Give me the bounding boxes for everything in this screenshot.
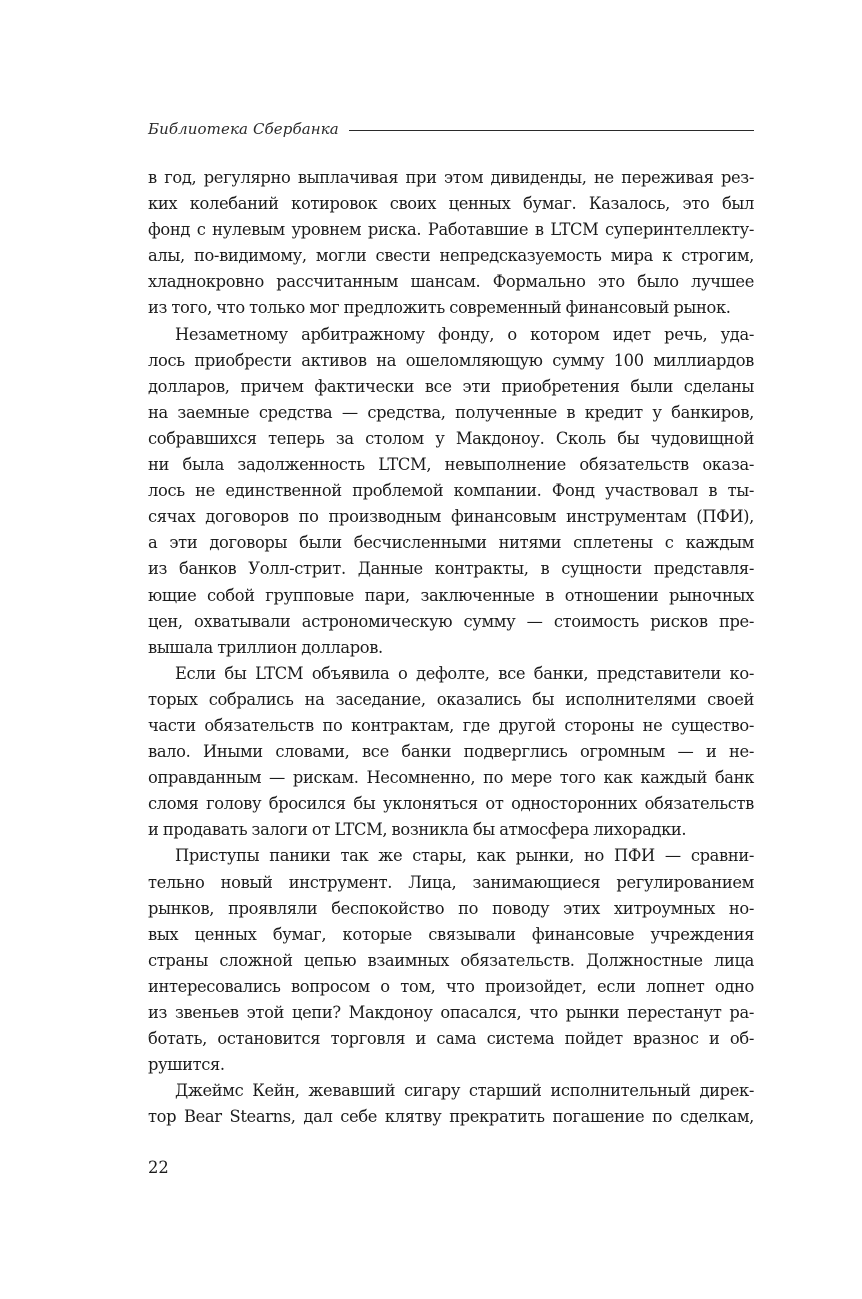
text-line: торых собрались на заседание, оказались бы исполнителями своей	[148, 689, 754, 709]
text-line: оправданным — рискам. Несомненно, по мере того как каждый банк	[148, 768, 754, 788]
text-line: долларов, причем фактически все эти приобретения были сделаны	[148, 376, 754, 396]
text-line: ботать, остановится торговля и сама система пойдет вразнос и об-	[148, 1029, 754, 1049]
text-line: тельно новый инструмент. Лица, занимающиеся регулированием	[148, 872, 754, 892]
text-line: сячах договоров по производным финансовым инструментам (ПФИ),	[148, 507, 754, 527]
text-line: лось не единственной проблемой компании. Фонд участвовал в ты-	[148, 481, 754, 501]
text-line: рынков, проявляли беспокойство по поводу этих хитроумных но-	[148, 898, 754, 918]
paragraph	[148, 322, 754, 661]
text-line: хладнокровно рассчитанным шансам. Формально это было лучшее	[148, 272, 754, 292]
paragraph	[148, 843, 754, 1078]
text-line: в год, регулярно выплачивая при этом дивиденды, не переживая рез-	[148, 168, 754, 187]
text-line: тор Bear Stearns, дал себе клятву прекратить погашение по сделкам,	[148, 1107, 754, 1127]
running-head-title: Библиотека Сбербанка	[148, 120, 339, 138]
paragraph	[148, 165, 754, 322]
paragraph	[148, 661, 754, 844]
text-line: из звеньев этой цепи? Макдоноу опасался, что рынки перестанут ра-	[148, 1003, 754, 1022]
text-line: сломя голову бросился бы уклоняться от односторонних обязательств	[148, 794, 754, 814]
text-line: лось приобрести активов на ошеломляющую сумму 100 миллиардов	[148, 350, 754, 370]
text-line: собравшихся теперь за столом у Макдоноу. Сколь бы чудовищной	[148, 428, 754, 448]
text-line: вало. Иными словами, все банки подверглись огромным — и не-	[148, 742, 754, 762]
text-line: Незаметному арбитражному фонду, о котором идет речь, уда-	[175, 324, 754, 344]
text-line: Джеймс Кейн, жевавший сигару старший исполнительный дирек-	[175, 1081, 754, 1101]
text-line: части обязательств по контрактам, где другой стороны не существо-	[148, 715, 754, 735]
text-line: интересовались вопросом о том, что произойдет, если лопнет одно	[148, 976, 754, 996]
text-line: страны сложной цепью взаимных обязательств. Должностные лица	[148, 950, 754, 970]
text-line: из того, что только мог предложить современный финансовый рынок.	[148, 298, 731, 318]
text-line: из банков Уолл-стрит. Данные контракты, в сущности представля-	[148, 559, 754, 579]
text-line: и продавать залоги от LTCM, возникла бы атмосфера лихорадки.	[148, 820, 687, 840]
body-text	[148, 165, 754, 1130]
text-line: цен, охватывали астрономическую сумму — стоимость рисков пре-	[148, 611, 754, 631]
text-line: алы, по-видимому, могли свести непредсказуемость мира к строгим,	[148, 246, 754, 266]
text-line: ких колебаний котировок своих ценных бумаг. Казалось, это был	[148, 194, 754, 214]
text-line: на заемные средства — средства, полученные в кредит у банкиров,	[148, 402, 754, 422]
text-line: вых ценных бумаг, которые связывали финансовые учреждения	[148, 924, 754, 944]
running-head-rule	[349, 130, 754, 131]
text-line: вышала триллион долларов.	[148, 637, 383, 657]
text-line: ющие собой групповые пари, заключенные в отношении рыночных	[148, 585, 754, 605]
text-line: фонд с нулевым уровнем риска. Работавшие в LTCM суперинтеллекту-	[148, 220, 754, 240]
text-line: рушится.	[148, 1055, 225, 1075]
paragraph	[148, 1078, 754, 1130]
running-head	[148, 117, 754, 141]
text-line: Приступы паники так же стары, как рынки, но ПФИ — сравни-	[175, 846, 754, 866]
text-line: ни была задолженность LTCM, невыполнение обязательств оказа-	[148, 455, 754, 475]
text-line: Если бы LTCM объявила о дефолте, все банки, представители ко-	[175, 663, 754, 683]
text-line: а эти договоры были бесчисленными нитями сплетены с каждым	[148, 533, 754, 553]
page-number: 22	[148, 1158, 169, 1177]
